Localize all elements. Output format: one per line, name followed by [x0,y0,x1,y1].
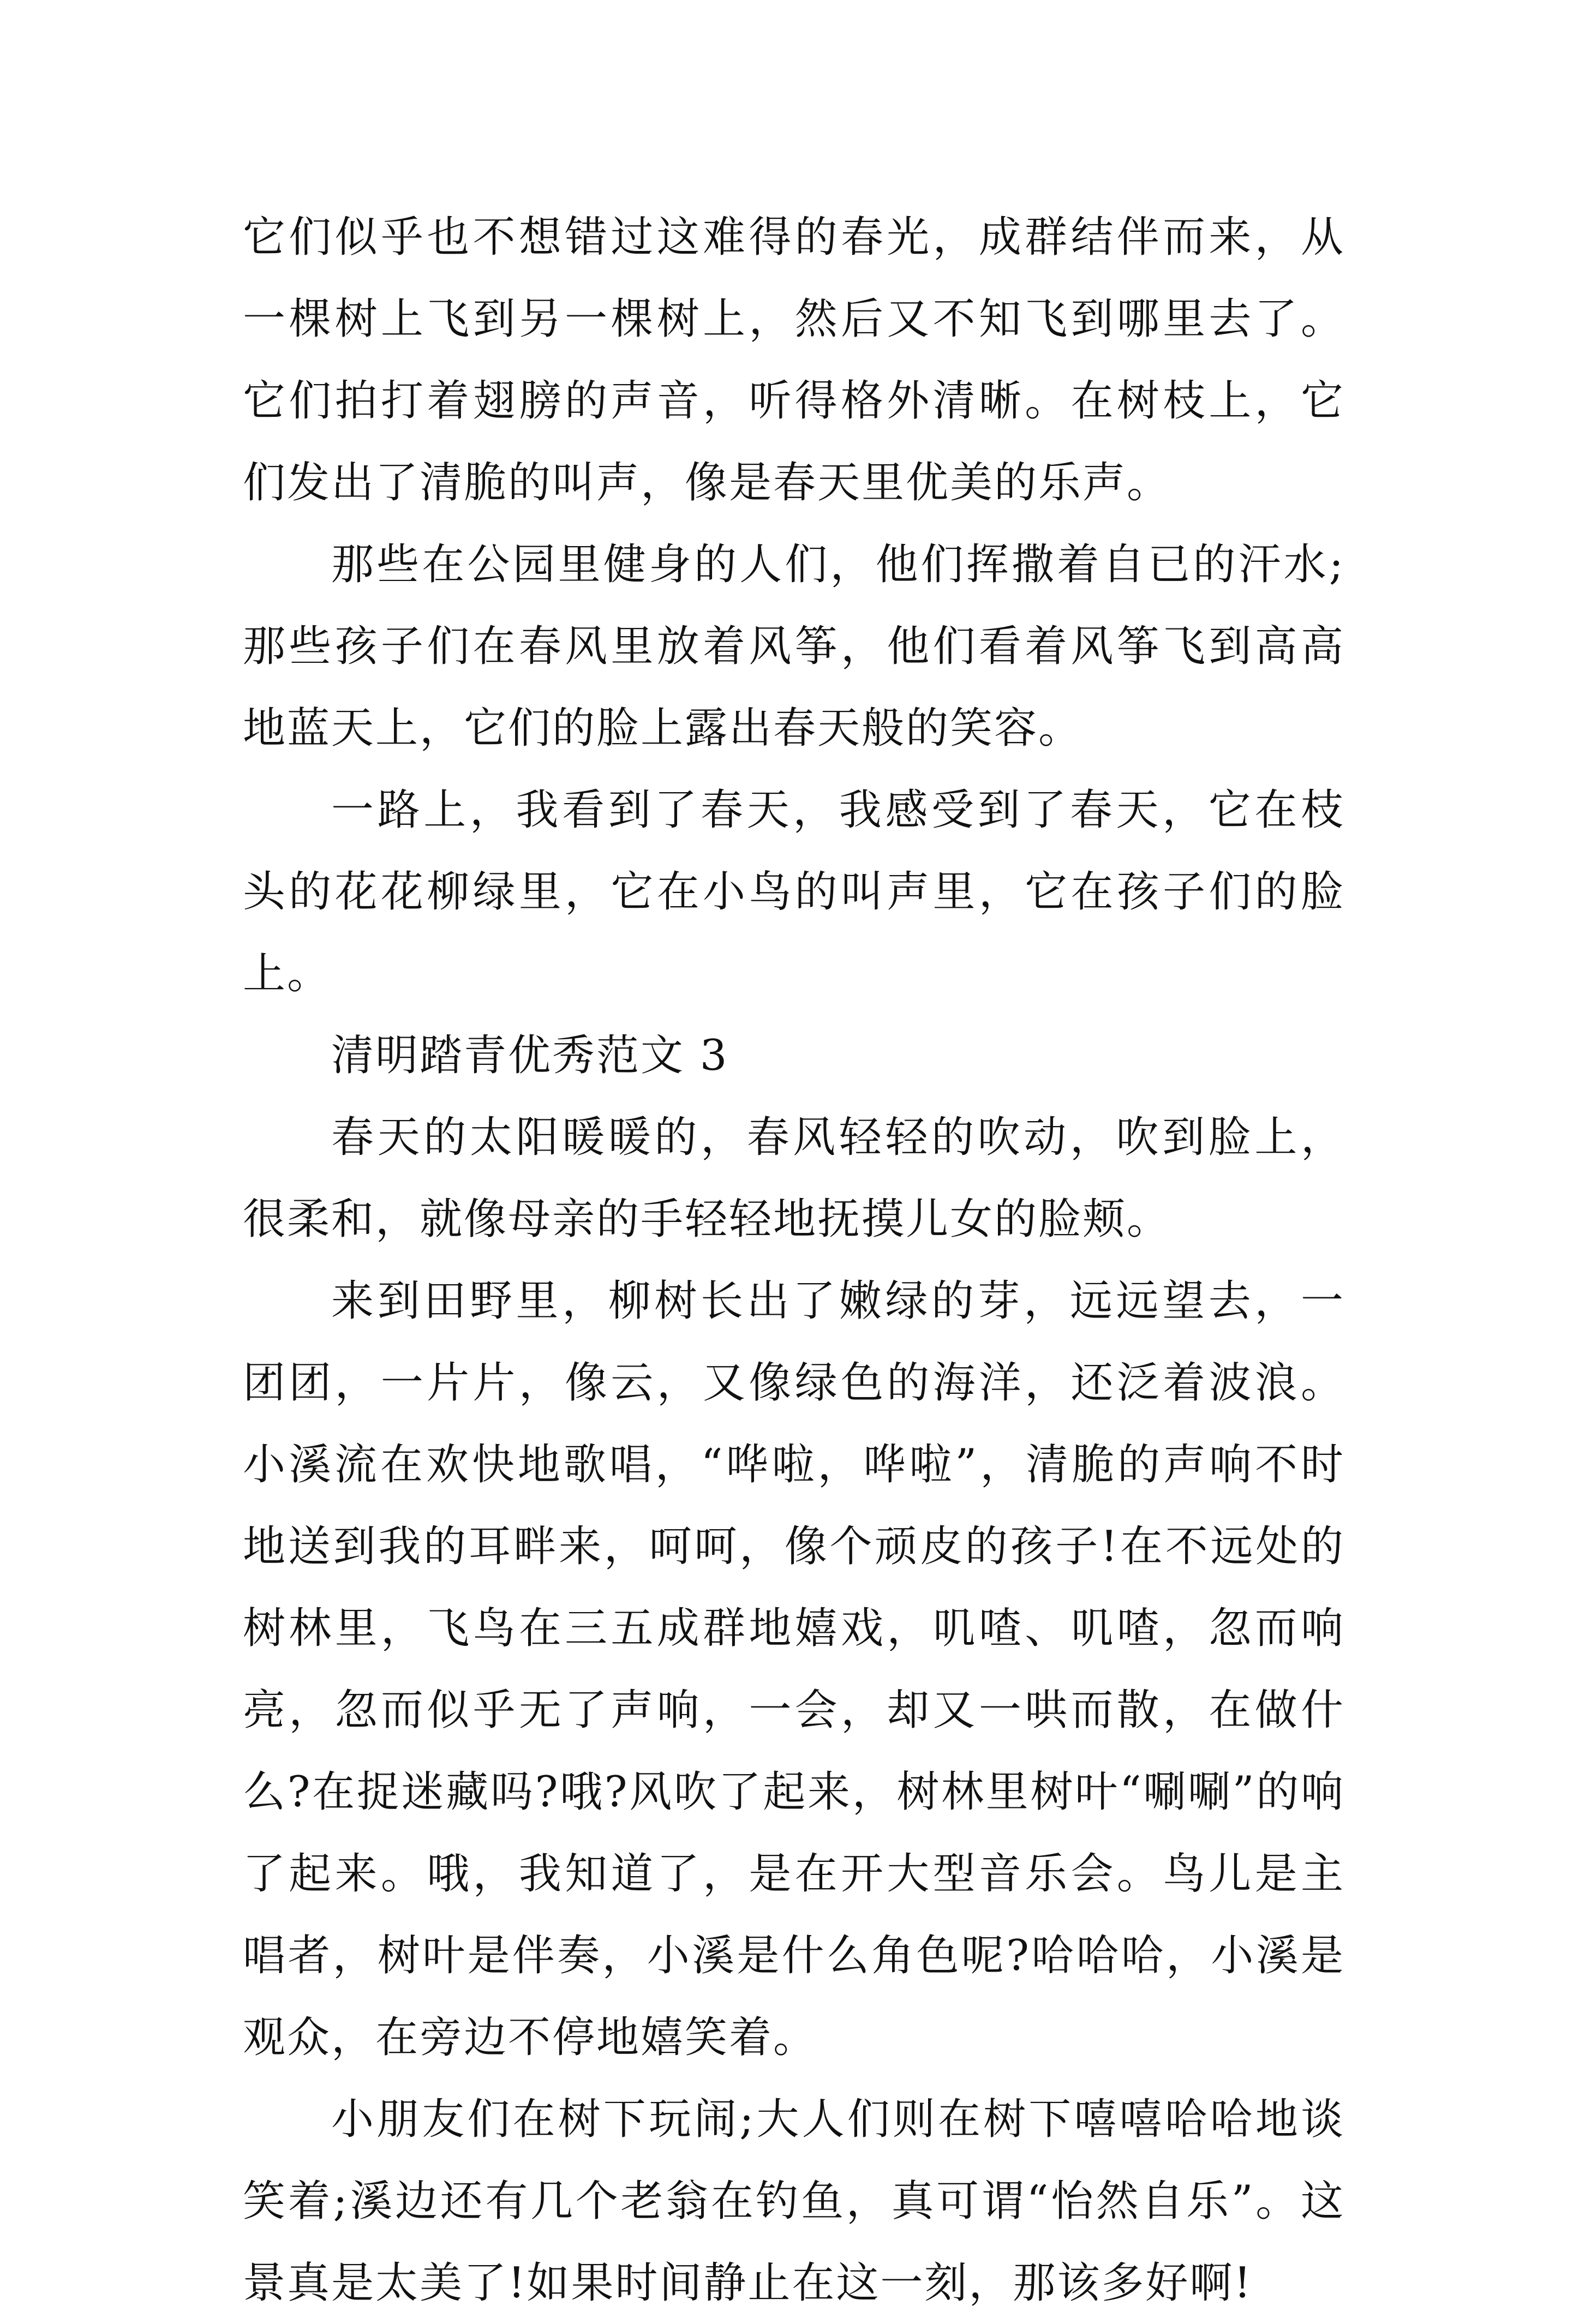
paragraph-2: 那些在公园里健身的人们，他们挥撒着自已的汗水;那些孩子们在春风里放着风筝，他们看着风筝飞到高高地蓝天上，它们的脸上露出春天般的笑容。 [243,540,1345,753]
paragraph-4: 春天的太阳暖暖的，春风轻轻的吹动，吹到脸上，很柔和，就像母亲的手轻轻地抚摸儿女的脸颊。 [243,1113,1345,1244]
document-body [243,196,1345,2324]
paragraph-3: 一路上，我看到了春天，我感受到了春天，它在枝头的花花柳绿里，它在小鸟的叫声里，它在孩子们的脸上。 [243,786,1345,998]
section-heading: 清明踏青优秀范文 3 [331,1031,729,1080]
paragraph-5: 来到田野里，柳树长出了嫩绿的芽，远远望去，一团团，一片片，像云，又像绿色的海洋，还泛着波浪。小溪流在欢快地歌唱，“哗啦，哗啦”，清脆的声响不时地送到我的耳畔来，呵呵，像个顽皮的孩子!在不远处的树林里，飞鸟在三五成群地嬉戏，叽喳、叽喳，忽而响亮，忽而似乎无了声响，一会，却又一哄而散，在做什么?在捉迷藏吗?哦?风吹了起来，树林里树叶“唰唰”的响了起来。哦，我知道了，是在开大型音乐会。鸟儿是主唱者，树叶是伴奏，小溪是什么角色呢?哈哈哈，小溪是观众，在旁边不停地嬉笑着。 [243,1277,1345,2062]
paragraph-6: 小朋友们在树下玩闹;大人们则在树下嘻嘻哈哈地谈笑着;溪边还有几个老翁在钓鱼，真可谓“怡然自乐”。这景真是太美了!如果时间静止在这一刻，那该多好啊! [243,2095,1345,2308]
paragraph-1: 它们似乎也不想错过这难得的春光，成群结伴而来，从一棵树上飞到另一棵树上，然后又不知飞到哪里去了。它们拍打着翅膀的声音，听得格外清晰。在树枝上，它们发出了清脆的叫声，像是春天里优美的乐声。 [243,213,1345,507]
